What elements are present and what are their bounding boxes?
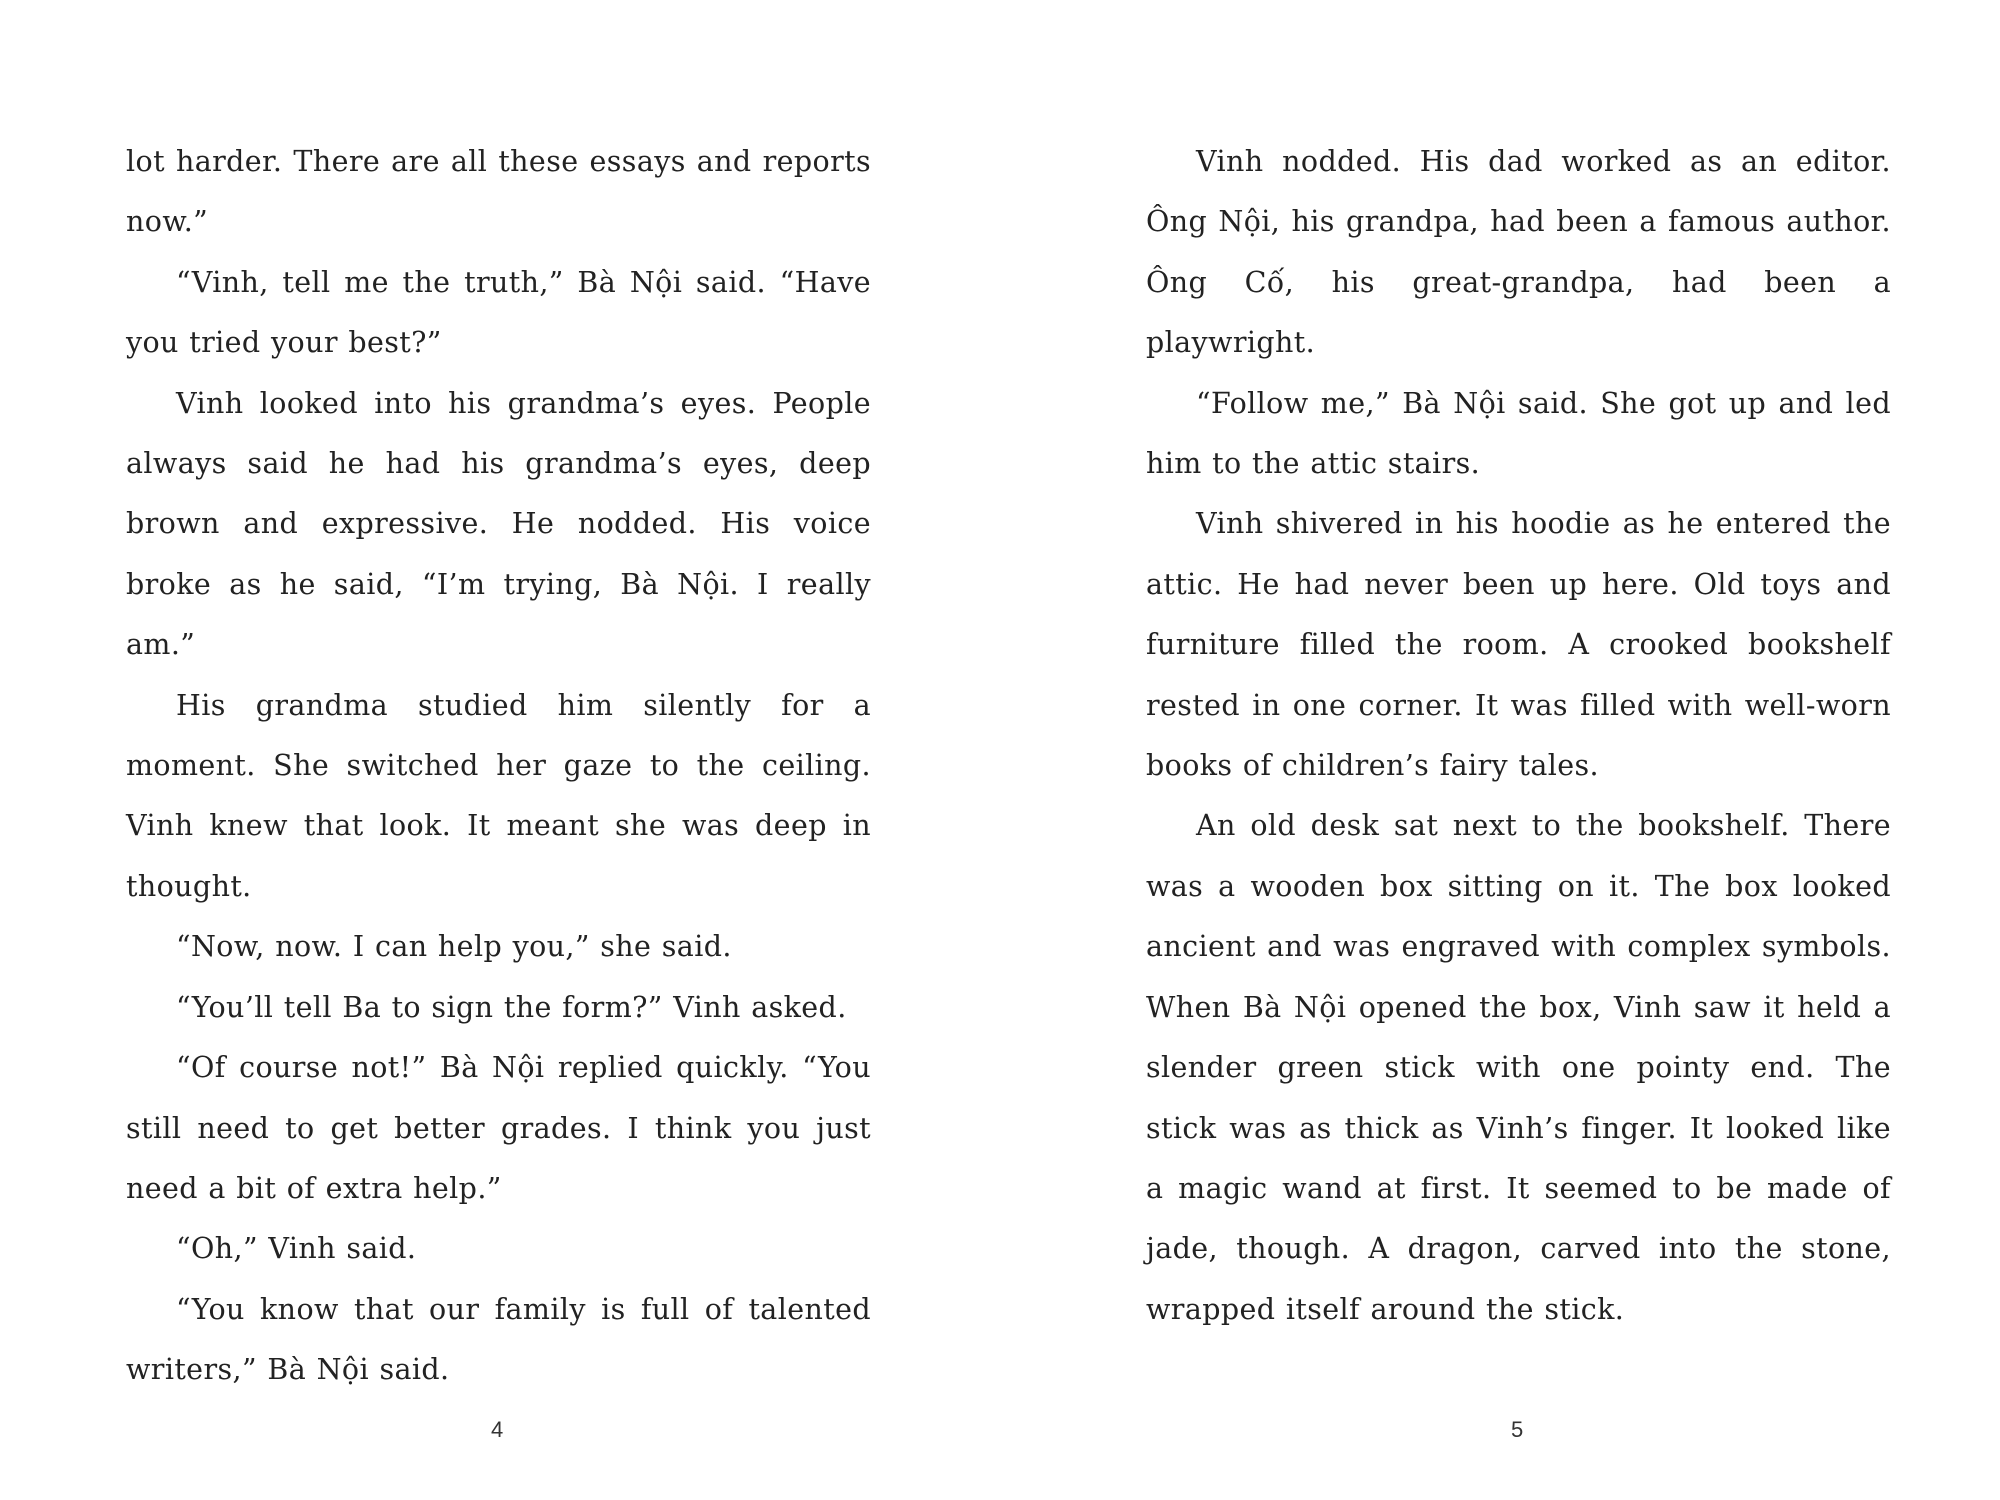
paragraph: “Follow me,” Bà Nội said. She got up and led him to the attic stairs.: [1146, 386, 1891, 481]
paragraph: His grandma studied him silently for a moment. She switched her gaze to the ceiling. Vinh knew that look. It meant she was deep in thought.: [126, 688, 871, 903]
paragraph: “Of course not!” Bà Nội replied quickly. “You still need to get better grades. I think you just need a bit of extra help.”: [126, 1051, 871, 1205]
paragraph: “You’ll tell Ba to sign the form?” Vinh asked.: [176, 990, 847, 1024]
paragraph: “Vinh, tell me the truth,” Bà Nội said. “Have you tried your best?”: [126, 265, 871, 360]
paragraph: “Now, now. I can help you,” she said.: [176, 930, 732, 964]
paragraph: “Oh,” Vinh said.: [176, 1232, 417, 1266]
paragraph: lot harder. There are all these essays and reports now.”: [126, 145, 871, 239]
paragraph: “You know that our family is full of talented writers,” Bà Nội said.: [126, 1292, 871, 1387]
paragraph: Vinh looked into his grandma’s eyes. People always said he had his grandma’s eyes, deep brown and expressive. He nodded. His voice broke as he said, “I’m trying, Bà Nội. I really am.”: [126, 386, 871, 662]
paragraph: An old desk sat next to the bookshelf. There was a wooden box sitting on it. The box looked ancient and was engraved with complex symbols. When Bà Nội opened the box, Vinh saw it held a slender green stick with one pointy end. The stick was as thick as Vinh’s finger. It looked like a magic wand at first. It seemed to be made of jade, though. A dragon, carved into the stone, wrapped itself around the stick.: [1146, 809, 1891, 1326]
right-page-text: [1146, 132, 1891, 1340]
page-number-right: 5: [1511, 1417, 1524, 1442]
right-page: [1000, 0, 2000, 1500]
left-page-text: [126, 132, 871, 1401]
paragraph: Vinh shivered in his hoodie as he entered the attic. He had never been up here. Old toys and furniture filled the room. A crooked bookshelf rested in one corner. It was filled with well-worn books of children’s fairy tales.: [1146, 507, 1891, 783]
paragraph: Vinh nodded. His dad worked as an editor. Ông Nội, his grandpa, had been a famous author. Ông Cố, his great-grandpa, had been a playwright.: [1146, 145, 1891, 360]
page-number-left: 4: [491, 1417, 504, 1442]
